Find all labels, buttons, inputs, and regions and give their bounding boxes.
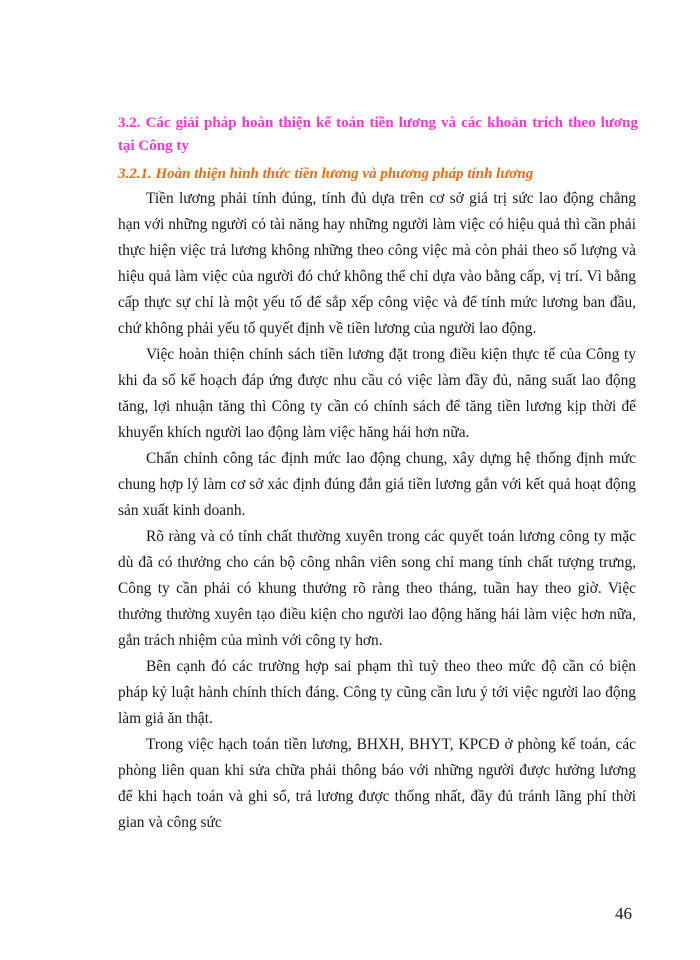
- paragraph: Trong việc hạch toán tiền lương, BHXH, BHYT, KPCĐ ở phòng kế toán, các phòng liên quan khi sửa chữa phải thông báo với những người được hưởng lương để khi hạch toán và ghi sổ, trả lương được thống nhất, đầy đủ tránh lãng phí thời gian và công sức: [118, 736, 636, 831]
- paragraph: Bên cạnh đó các trường hợp sai phạm thì tuỳ theo theo mức độ cần có biện pháp kỷ luật hành chính thích đáng. Công ty cũng cần lưu ý tới việc người lao động làm giả ăn thật.: [118, 658, 636, 727]
- paragraph: Tiền lương phải tính đúng, tính đủ dựa trên cơ sở giá trị sức lao động chẳng hạn với những người có tài năng hay những người làm việc có hiệu quả thì cần phải thực hiện việc trả lương không những theo công việc mà còn phải theo số lượng và hiệu quả làm việc của người đó chứ không thể chỉ dựa vào bằng cấp, vị trí. Vì bằng cấp thực sự chỉ là một yếu tố để sắp xếp công việc và để tính mức lương ban đầu, chứ không phải yếu tố quyết định về tiền lương của người lao động.: [118, 190, 636, 337]
- body-text: [118, 186, 636, 836]
- paragraph: Việc hoàn thiện chính sách tiền lương đặt trong điều kiện thực tế của Công ty khi đa số kế hoạch đáp ứng được nhu cầu có việc làm đầy đủ, năng suất lao động tăng, lợi nhuận tăng thì Công ty cần có chính sách để tăng tiền lương kịp thời để khuyến khích người lao động làm việc hăng hái hơn nữa.: [118, 346, 636, 441]
- subsection-heading: 3.2.1. Hoàn thiện hình thức tiền lương và phương pháp tính lương: [118, 166, 534, 182]
- paragraph: Rõ ràng và có tính chất thường xuyên trong các quyết toán lương công ty mặc dù đã có thưởng cho cán bộ công nhân viên song chỉ mang tính chất tượng trưng, Công ty cần phải có khung thưởng rõ ràng theo tháng, tuần hay theo giờ. Việc thưởng thường xuyên tạo điều kiện cho người lao động hăng hái làm việc hơn nữa, gắn trách nhiệm của mình với công ty hơn.: [118, 528, 636, 649]
- paragraph: Chấn chỉnh công tác định mức lao động chung, xây dựng hệ thống định mức chung hợp lý làm cơ sở xác định đúng đắn giá tiền lương gắn với kết quả hoạt động sản xuất kinh doanh.: [118, 450, 636, 519]
- section-heading: 3.2. Các giải pháp hoàn thiện kế toán tiền lương và các khoản trích theo lương tại Công ty: [118, 115, 638, 154]
- page-number: 46: [615, 904, 632, 923]
